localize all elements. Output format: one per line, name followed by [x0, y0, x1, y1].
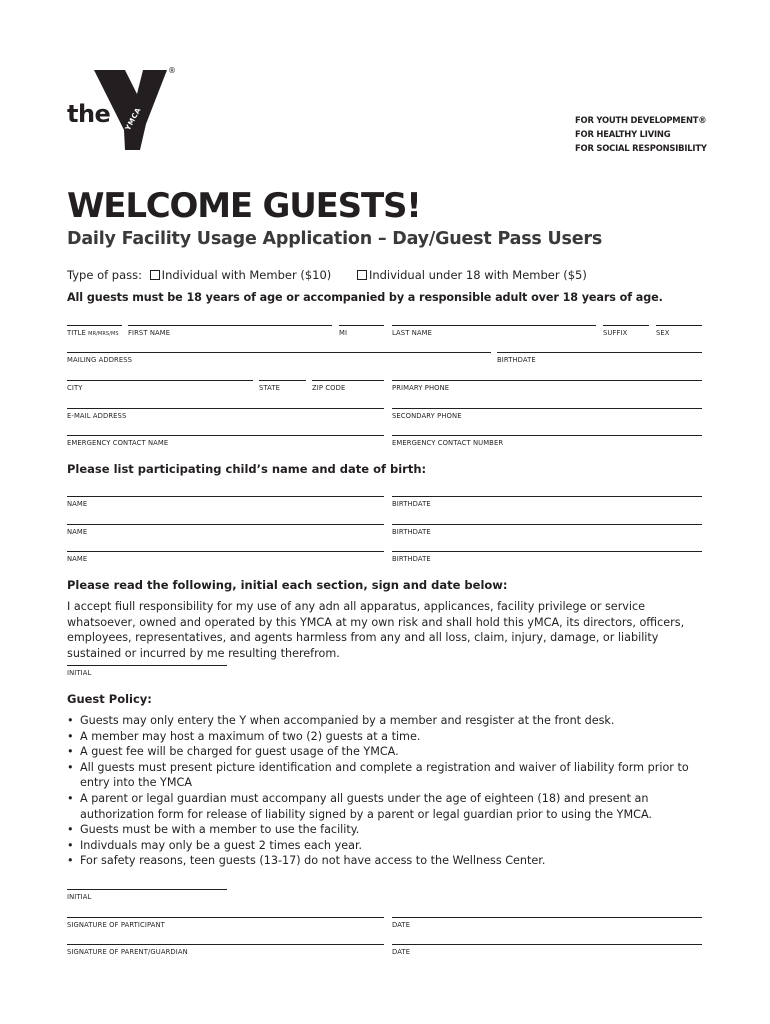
participant-signature-label: SIGNATURE OF PARTICIPANT	[67, 921, 165, 929]
guardian-date-field[interactable]	[392, 944, 702, 945]
logo-ymca-text: YMCA	[124, 106, 143, 132]
policy-item: • Indivduals may only be a guest 2 times each year.	[67, 838, 707, 854]
policy-heading: Guest Policy:	[67, 692, 152, 706]
page-subtitle: Daily Facility Usage Application – Day/Guest Pass Users	[67, 229, 603, 249]
birthdate-field[interactable]	[497, 352, 702, 353]
sex-field[interactable]	[656, 325, 702, 326]
logo-registered: ®	[168, 66, 176, 75]
child-2-birthdate-label: BIRTHDATE	[392, 528, 431, 536]
pass-type-label: Type of pass:	[67, 268, 143, 282]
policy-item: • A guest fee will be charged for guest usage of the YMCA.	[67, 744, 707, 760]
policy-item: • Guests may only entery the Y when accompanied by a member and resgister at the front desk.	[67, 713, 707, 729]
child-3-name-label: NAME	[67, 555, 88, 563]
waiver-text: I accept fiull responsibility for my use of any adn all apparatus, applicances, facility privilege or service whatsoever, owned and operated by this YMCA at my own risk and shall hold this yMCA, its directors, officers, employees, representatives, and agents harmless from any and all loss, claim, injury, damage, or liability sustained or incurred by me resulting therefrom.	[67, 600, 685, 660]
page-title: WELCOME GUESTS!	[67, 186, 421, 226]
guardian-signature-field[interactable]	[67, 944, 384, 945]
first-name-field[interactable]	[128, 325, 332, 326]
guardian-signature-label: SIGNATURE OF PARENT/GUARDIAN	[67, 948, 188, 956]
suffix-field[interactable]	[603, 325, 649, 326]
email-label: E-MAIL ADDRESS	[67, 412, 127, 420]
policy-item: • All guests must present picture identification and complete a registration and waiver of liability form prior to entry into the YMCA	[67, 760, 707, 791]
state-label: STATE	[259, 384, 281, 392]
child-2-name-label: NAME	[67, 528, 88, 536]
first-name-label: FIRST NAME	[128, 329, 171, 337]
policy-item: • Guests must be with a member to use the facility.	[67, 822, 707, 838]
policy-item: • A member may host a maximum of two (2) guests at a time.	[67, 729, 707, 745]
logo-word-the: the	[67, 100, 111, 128]
city-label: CITY	[67, 384, 83, 392]
pass-option-member-label: Individual with Member ($10)	[161, 268, 332, 282]
participant-date-field[interactable]	[392, 917, 702, 918]
mi-field[interactable]	[339, 325, 384, 326]
child-3-birthdate-label: BIRTHDATE	[392, 555, 431, 563]
waiver-initial-field[interactable]	[67, 665, 227, 666]
city-field[interactable]	[67, 380, 253, 381]
secondary-phone-field[interactable]	[392, 408, 702, 409]
secondary-phone-label: SECONDARY PHONE	[392, 412, 462, 420]
guardian-date-label: DATE	[392, 948, 411, 956]
policy-list	[67, 713, 707, 869]
tagline-line-3: FOR SOCIAL RESPONSIBILITY	[575, 143, 707, 153]
child-3-name-field[interactable]	[67, 551, 384, 552]
title-field[interactable]	[67, 325, 122, 326]
child-2-name-field[interactable]	[67, 524, 384, 525]
child-2-birthdate-field[interactable]	[392, 524, 702, 525]
policy-item: • For safety reasons, teen guests (13-17) do not have access to the Wellness Center.	[67, 853, 707, 869]
child-1-birthdate-field[interactable]	[392, 496, 702, 497]
zip-code-label: ZIP CODE	[312, 384, 346, 392]
emergency-contact-number-label: EMERGENCY CONTACT NUMBER	[392, 439, 504, 447]
child-3-birthdate-field[interactable]	[392, 551, 702, 552]
emergency-contact-name-field[interactable]	[67, 435, 384, 436]
children-heading: Please list participating child’s name and date of birth:	[67, 462, 427, 476]
zip-code-field[interactable]	[312, 380, 384, 381]
emergency-contact-name-label: EMERGENCY CONTACT NAME	[67, 439, 169, 447]
child-1-name-field[interactable]	[67, 496, 384, 497]
waiver-heading: Please read the following, initial each section, sign and date below:	[67, 578, 508, 592]
pass-option-under18-checkbox[interactable]	[357, 270, 367, 280]
tagline-line-2: FOR HEALTHY LIVING	[575, 129, 671, 139]
tagline-line-1: FOR YOUTH DEVELOPMENT®	[575, 115, 707, 125]
emergency-contact-number-field[interactable]	[392, 435, 702, 436]
pass-option-under18-label: Individual under 18 with Member ($5)	[368, 268, 587, 282]
birthdate-label: BIRTHDATE	[497, 356, 536, 364]
mailing-address-label: MAILING ADDRESS	[67, 356, 133, 364]
primary-phone-field[interactable]	[392, 380, 702, 381]
waiver-initial-label: INITIAL	[67, 669, 92, 677]
child-1-birthdate-label: BIRTHDATE	[392, 500, 431, 508]
mailing-address-field[interactable]	[67, 352, 491, 353]
pass-type-row	[67, 268, 587, 282]
state-field[interactable]	[259, 380, 306, 381]
child-1-name-label: NAME	[67, 500, 88, 508]
participant-date-label: DATE	[392, 921, 411, 929]
last-name-label: LAST NAME	[392, 329, 433, 337]
participant-signature-field[interactable]	[67, 917, 384, 918]
policy-item: • A parent or legal guardian must accompany all guests under the age of eighteen (18) and present an authorization form for release of liability signed by a parent or legal guardian prior to using the YMCA.	[67, 791, 707, 822]
mi-label: MI	[339, 329, 348, 337]
title-label: TITLE MR/MRS/MS	[67, 329, 119, 337]
primary-phone-label: PRIMARY PHONE	[392, 384, 450, 392]
suffix-label: SUFFIX	[603, 329, 628, 337]
policy-initial-label: INITIAL	[67, 893, 92, 901]
last-name-field[interactable]	[392, 325, 596, 326]
email-field[interactable]	[67, 408, 384, 409]
policy-initial-field[interactable]	[67, 889, 227, 890]
pass-option-member-checkbox[interactable]	[150, 270, 160, 280]
sex-label: SEX	[656, 329, 670, 337]
age-notice: All guests must be 18 years of age or accompanied by a responsible adult over 18 years of age.	[67, 291, 663, 304]
